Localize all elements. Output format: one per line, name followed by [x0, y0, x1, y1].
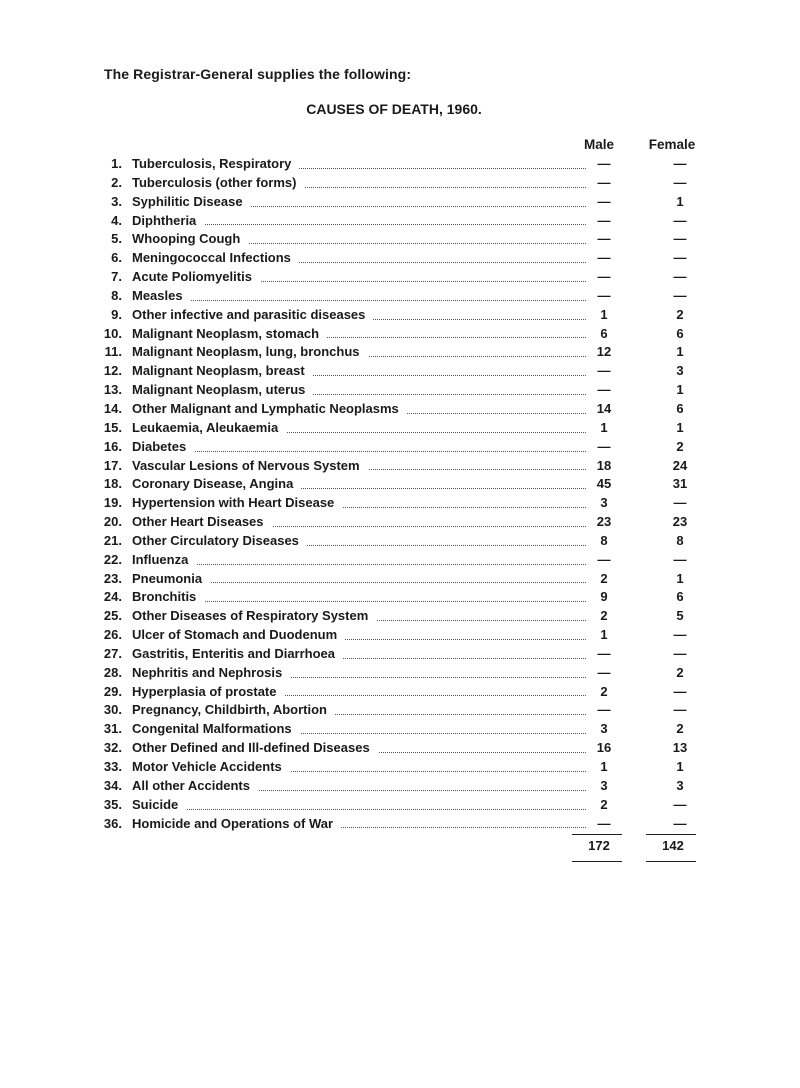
- row-number: 22.: [103, 551, 122, 567]
- female-count: —: [673, 231, 687, 247]
- table-row: [0, 607, 800, 626]
- male-count: 3: [600, 777, 608, 793]
- female-count: —: [673, 645, 687, 661]
- cause-leader: [132, 343, 586, 362]
- table-row: [0, 475, 800, 494]
- table-row: [0, 419, 800, 438]
- male-count: 2: [600, 570, 608, 586]
- row-number: 18.: [103, 476, 122, 492]
- female-count: 1: [676, 344, 684, 360]
- cause-leader: [132, 230, 586, 249]
- female-count: 2: [676, 721, 684, 737]
- row-number: 13.: [103, 382, 122, 398]
- row-number: 5.: [111, 231, 122, 247]
- female-count: —: [673, 212, 687, 228]
- cause-label: Bronchitis: [132, 589, 204, 604]
- female-count: 5: [676, 608, 684, 624]
- female-count: —: [673, 796, 687, 812]
- male-count: —: [597, 645, 611, 661]
- table-row: [0, 268, 800, 287]
- cause-label: Syphilitic Disease: [132, 194, 251, 209]
- cause-leader: [132, 551, 586, 570]
- cause-label: Suicide: [132, 797, 186, 812]
- male-count: 3: [600, 495, 608, 511]
- total-rule-top-male: [572, 834, 622, 835]
- female-count: —: [673, 269, 687, 285]
- table-row: [0, 343, 800, 362]
- cause-label: Gastritis, Enteritis and Diarrhoea: [132, 646, 343, 661]
- cause-label: All other Accidents: [132, 778, 258, 793]
- table-row: [0, 381, 800, 400]
- table-row: [0, 400, 800, 419]
- cause-leader: [132, 664, 586, 683]
- row-number: 19.: [103, 495, 122, 511]
- male-count: 45: [596, 476, 612, 492]
- male-count: —: [597, 382, 611, 398]
- male-count: —: [597, 174, 611, 190]
- cause-label: Motor Vehicle Accidents: [132, 759, 290, 774]
- table-row: [0, 777, 800, 796]
- male-count: —: [597, 212, 611, 228]
- cause-leader: [132, 532, 586, 551]
- cause-label: Malignant Neoplasm, lung, bronchus: [132, 344, 368, 359]
- male-count: —: [597, 702, 611, 718]
- female-count: —: [673, 287, 687, 303]
- male-count: 9: [600, 589, 608, 605]
- male-count: 6: [600, 325, 608, 341]
- table-row: [0, 249, 800, 268]
- female-count: 3: [676, 363, 684, 379]
- cause-leader: [132, 419, 586, 438]
- table-row: [0, 683, 800, 702]
- row-number: 7.: [111, 269, 122, 285]
- cause-leader: [132, 513, 586, 532]
- table-row: [0, 325, 800, 344]
- cause-leader: [132, 174, 586, 193]
- table-row: [0, 212, 800, 231]
- cause-label: Hyperplasia of prostate: [132, 684, 285, 699]
- column-header-male: Male: [583, 137, 614, 152]
- cause-label: Malignant Neoplasm, uterus: [132, 382, 313, 397]
- cause-label: Other Diseases of Respiratory System: [132, 608, 376, 623]
- row-number: 30.: [103, 702, 122, 718]
- female-count: 1: [676, 382, 684, 398]
- female-count: 1: [676, 419, 684, 435]
- row-number: 8.: [111, 287, 122, 303]
- female-count: 8: [676, 532, 684, 548]
- female-count: —: [673, 156, 687, 171]
- row-number: 15.: [103, 419, 122, 435]
- total-rule-top-female: [646, 834, 696, 835]
- cause-leader: [132, 287, 586, 306]
- cause-label: Acute Poliomyelitis: [132, 269, 260, 284]
- total-rule-bottom-female: [646, 861, 696, 862]
- cause-leader: [132, 475, 586, 494]
- female-count: —: [673, 551, 687, 567]
- male-count: —: [597, 231, 611, 247]
- female-count: 1: [676, 193, 684, 209]
- cause-label: Other Defined and Ill-defined Diseases: [132, 740, 378, 755]
- cause-leader: [132, 626, 586, 645]
- cause-leader: [132, 494, 586, 513]
- male-count: 14: [596, 400, 612, 416]
- cause-leader: [132, 796, 586, 815]
- male-count: 3: [600, 721, 608, 737]
- male-count: —: [597, 363, 611, 379]
- cause-label: Leukaemia, Aleukaemia: [132, 420, 286, 435]
- table-row: [0, 174, 800, 193]
- cause-label: Homicide and Operations of War: [132, 816, 341, 831]
- cause-leader: [132, 683, 586, 702]
- cause-label: Nephritis and Nephrosis: [132, 665, 290, 680]
- male-count: 1: [600, 306, 608, 322]
- cause-label: Whooping Cough: [132, 231, 248, 246]
- table-row: [0, 664, 800, 683]
- female-count: —: [673, 250, 687, 266]
- table-row: [0, 193, 800, 212]
- female-count: 1: [676, 570, 684, 586]
- table-row: [0, 570, 800, 589]
- cause-leader: [132, 362, 586, 381]
- cause-label: Other Circulatory Diseases: [132, 533, 307, 548]
- table-row: [0, 287, 800, 306]
- row-number: 16.: [103, 438, 122, 454]
- row-number: 17.: [103, 457, 122, 473]
- table-row: [0, 457, 800, 476]
- female-count: —: [673, 495, 687, 511]
- row-number: 12.: [103, 363, 122, 379]
- female-count: 2: [676, 438, 684, 454]
- female-count: —: [673, 683, 687, 699]
- cause-label: Pneumonia: [132, 571, 210, 586]
- male-count: 12: [596, 344, 612, 360]
- cause-leader: [132, 268, 586, 287]
- row-number: 24.: [103, 589, 122, 605]
- row-number: 11.: [104, 344, 122, 360]
- male-count: 2: [600, 683, 608, 699]
- table-row: [0, 513, 800, 532]
- female-count: 2: [676, 664, 684, 680]
- female-count: 6: [676, 325, 684, 341]
- male-count: —: [597, 156, 611, 171]
- male-count: —: [597, 664, 611, 680]
- table-row: [0, 645, 800, 664]
- table-row: [0, 588, 800, 607]
- total-male: 172: [588, 838, 610, 853]
- cause-label: Pregnancy, Childbirth, Abortion: [132, 702, 335, 717]
- female-count: 3: [676, 777, 684, 793]
- table-row: [0, 739, 800, 758]
- row-number: 1.: [111, 156, 122, 171]
- table-row: [0, 230, 800, 249]
- column-header-female: Female: [648, 137, 696, 152]
- row-number: 6.: [111, 250, 122, 266]
- row-number: 27.: [103, 645, 122, 661]
- female-count: 2: [676, 306, 684, 322]
- male-count: 1: [600, 419, 608, 435]
- cause-label: Other Malignant and Lymphatic Neoplasms: [132, 401, 407, 416]
- cause-leader: [132, 306, 586, 325]
- table-row: [0, 362, 800, 381]
- cause-leader: [132, 438, 586, 457]
- cause-label: Diphtheria: [132, 213, 204, 228]
- table-row: [0, 626, 800, 645]
- row-number: 3.: [111, 193, 122, 209]
- cause-label: Other Heart Diseases: [132, 514, 272, 529]
- cause-label: Measles: [132, 288, 191, 303]
- male-count: 1: [600, 627, 608, 643]
- cause-label: Congenital Malformations: [132, 721, 300, 736]
- row-number: 25.: [103, 608, 122, 624]
- row-number: 10.: [103, 325, 122, 341]
- table-row: [0, 532, 800, 551]
- cause-label: Ulcer of Stomach and Duodenum: [132, 627, 345, 642]
- cause-leader: [132, 400, 586, 419]
- row-number: 28.: [103, 664, 122, 680]
- total-female: 142: [662, 838, 684, 853]
- male-count: —: [597, 287, 611, 303]
- cause-label: Coronary Disease, Angina: [132, 476, 301, 491]
- cause-label: Hypertension with Heart Disease: [132, 495, 342, 510]
- table-row: [0, 155, 800, 174]
- cause-label: Malignant Neoplasm, breast: [132, 363, 313, 378]
- cause-leader: [132, 645, 586, 664]
- female-count: —: [673, 815, 687, 831]
- cause-leader: [132, 777, 586, 796]
- cause-leader: [132, 701, 586, 720]
- female-count: —: [673, 702, 687, 718]
- cause-label: Malignant Neoplasm, stomach: [132, 326, 327, 341]
- female-count: 23: [672, 514, 688, 530]
- table-row: [0, 815, 800, 834]
- male-count: —: [597, 269, 611, 285]
- table-row: [0, 701, 800, 720]
- row-number: 9.: [111, 306, 122, 322]
- female-count: 31: [672, 476, 688, 492]
- row-number: 32.: [103, 740, 122, 756]
- cause-leader: [132, 588, 586, 607]
- page-title: CAUSES OF DEATH, 1960.: [306, 101, 482, 117]
- row-number: 21.: [103, 532, 122, 548]
- male-count: 2: [600, 796, 608, 812]
- row-number: 35.: [103, 796, 122, 812]
- cause-leader: [132, 607, 586, 626]
- row-number: 14.: [103, 400, 122, 416]
- male-count: 18: [596, 457, 612, 473]
- row-number: 33.: [103, 759, 122, 774]
- row-number: 23.: [103, 570, 122, 586]
- row-number: 31.: [103, 721, 122, 737]
- row-number: 26.: [103, 627, 122, 643]
- male-count: —: [597, 815, 611, 831]
- table-row: [0, 758, 800, 777]
- table-row: [0, 494, 800, 513]
- female-count: 6: [676, 589, 684, 605]
- row-number: 34.: [103, 777, 122, 793]
- cause-leader: [132, 758, 586, 777]
- female-count: —: [673, 627, 687, 643]
- cause-label: Influenza: [132, 552, 196, 567]
- intro-text: The Registrar-General supplies the following:: [104, 66, 412, 82]
- cause-label: Vascular Lesions of Nervous System: [132, 458, 368, 473]
- table-row: [0, 551, 800, 570]
- row-number: 20.: [103, 514, 122, 530]
- row-number: 36.: [103, 815, 122, 831]
- cause-leader: [132, 381, 586, 400]
- cause-leader: [132, 212, 586, 231]
- row-number: 29.: [103, 683, 122, 699]
- cause-leader: [132, 739, 586, 758]
- male-count: —: [597, 551, 611, 567]
- female-count: 24: [672, 457, 688, 473]
- male-count: —: [597, 250, 611, 266]
- cause-leader: [132, 570, 586, 589]
- female-count: 1: [676, 759, 684, 774]
- row-number: 4.: [111, 212, 122, 228]
- table-row: [0, 796, 800, 815]
- male-count: 16: [596, 740, 612, 756]
- cause-label: Other infective and parasitic diseases: [132, 307, 373, 322]
- male-count: 8: [600, 532, 608, 548]
- cause-leader: [132, 249, 586, 268]
- row-number: 2.: [111, 174, 122, 190]
- cause-leader: [132, 193, 586, 212]
- cause-leader: [132, 457, 586, 476]
- cause-leader: [132, 720, 586, 739]
- cause-leader: [132, 155, 586, 174]
- male-count: —: [597, 193, 611, 209]
- table-row: [0, 720, 800, 739]
- table-row: [0, 306, 800, 325]
- male-count: 1: [600, 759, 608, 774]
- cause-leader: [132, 325, 586, 344]
- male-count: 2: [600, 608, 608, 624]
- female-count: 6: [676, 400, 684, 416]
- cause-leader: [132, 815, 586, 834]
- male-count: —: [597, 438, 611, 454]
- causes-table: [0, 155, 800, 833]
- total-rule-bottom-male: [572, 861, 622, 862]
- male-count: 23: [596, 514, 612, 530]
- cause-label: Tuberculosis (other forms): [132, 175, 304, 190]
- cause-label: Diabetes: [132, 439, 194, 454]
- cause-label: Meningococcal Infections: [132, 250, 299, 265]
- female-count: —: [673, 174, 687, 190]
- female-count: 13: [672, 740, 688, 756]
- table-row: [0, 438, 800, 457]
- cause-label: Tuberculosis, Respiratory: [132, 156, 299, 171]
